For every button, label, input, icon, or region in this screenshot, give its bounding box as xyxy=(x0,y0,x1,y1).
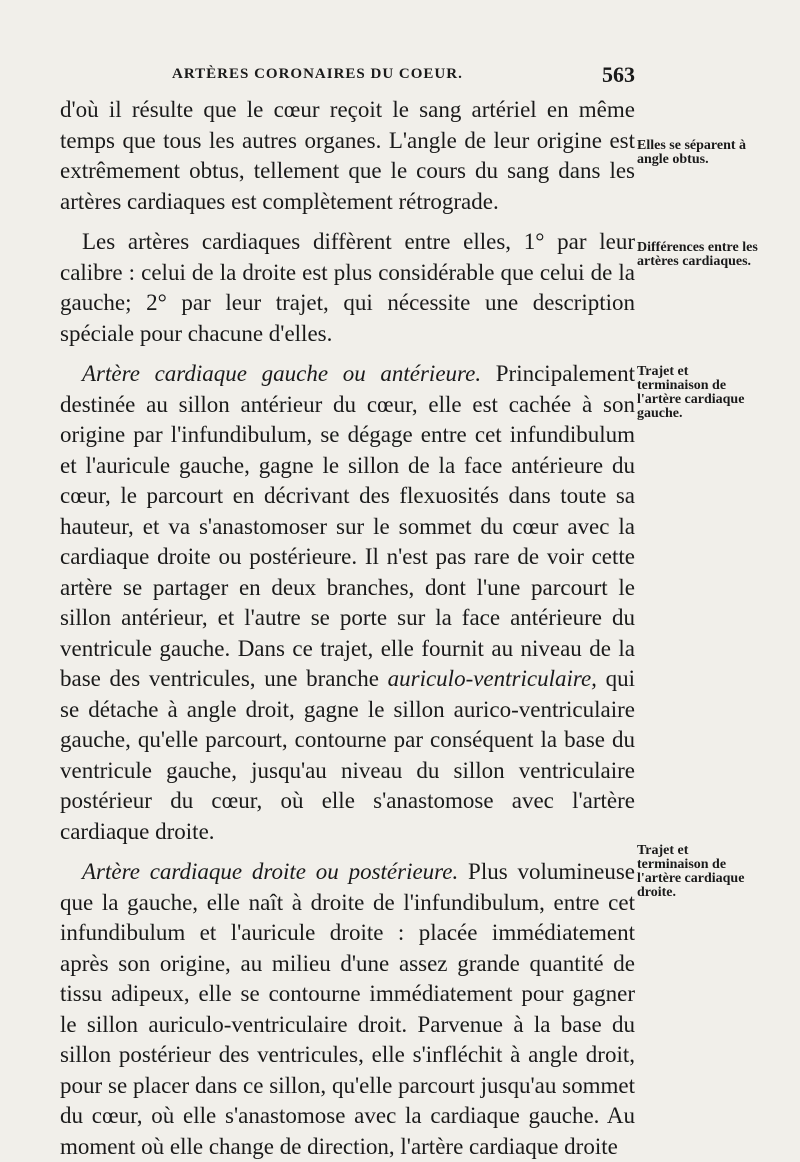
paragraph-origin-angle: d'où il résulte que le cœur reçoit le sang artériel en même temps que tous les autres organes. L'angle de leur origine est extrêmement obtus, tellement que le cours du sang dans les artères cardiaques est complètement rétrograde. xyxy=(60,97,635,214)
paragraph-left-artery xyxy=(60,359,635,847)
right-artery-text: Plus volumineuse que la gauche, elle naît à droite de l'infundibulum, entre cet infundibulum et l'auricule droite : placée immédiatement après son origine, au milieu d'une assez grande quantité de tissu adipeux, elle se contourne immédiatement pour gagner le sillon auriculo-ventriculaire droit. Parvenue à la base du sillon postérieur des ventricules, elle s'infléchit à angle droit, pour se placer dans ce sillon, qu'elle parcourt jusqu'au sommet du cœur, où elle s'anastomose avec la cardiaque gauche. Au moment où elle change de direction, l'artère cardiaque droite xyxy=(60,859,635,1159)
paragraph-differences: Les artères cardiaques diffèrent entre elles, 1° par leur calibre : celui de la droite est plus considérable que celui de la gauche; 2° par leur trajet, qui nécessite une description spéciale pour chacune d'elles. xyxy=(60,229,635,346)
margin-note-differences: Différences entre les artères cardiaques. xyxy=(637,240,758,269)
margin-note-right-artery: Trajet et terminaison de l'artère cardiaque droite. xyxy=(637,843,745,900)
margin-note-left-artery: Trajet et terminaison de l'artère cardiaque gauche. xyxy=(637,364,745,421)
margin-note-obtuse-angle: Elles se séparent à angle obtus. xyxy=(637,138,747,167)
page-number: 563 xyxy=(602,62,635,87)
body-text xyxy=(60,95,635,1162)
paragraph-right-artery xyxy=(60,857,635,1162)
left-artery-text-part1: Principalement destinée au sillon antérieur du cœur, elle est cachée à son origine par l'infundibulum, se dégage entre cet infundibulum et l'auricule gauche, gagne le sillon de la face antérieure du cœur, le parcourt en décrivant des flexuosités dans toute sa hauteur, et va s'anastomoser sur le sommet du cœur avec la cardiaque droite ou postérieure. Il n'est pas rare de voir cette artère se partager en deux branches, dont l'une parcourt le sillon antérieur, et l'autre se porte sur la face antérieure du ventricule gauche. Dans ce trajet, elle fournit au niveau de la base des ventricules, une branche xyxy=(60,361,635,691)
right-artery-heading: Artère cardiaque droite ou postérieure. xyxy=(82,859,459,884)
running-head xyxy=(60,64,635,88)
left-artery-emphasis: auriculo-ventriculaire, xyxy=(387,666,597,691)
running-title: ARTÈRES CORONAIRES DU COEUR. xyxy=(172,66,463,82)
left-artery-text-part2: qui se détache à angle droit, gagne le sillon aurico-ventriculaire gauche, qu'elle parcourt, contourne par conséquent la base du ventricule gauche, jusqu'au niveau du sillon ventriculaire postérieur du cœur, où elle s'anastomose avec l'artère cardiaque droite. xyxy=(60,666,635,844)
left-artery-heading: Artère cardiaque gauche ou antérieure. xyxy=(82,361,482,386)
